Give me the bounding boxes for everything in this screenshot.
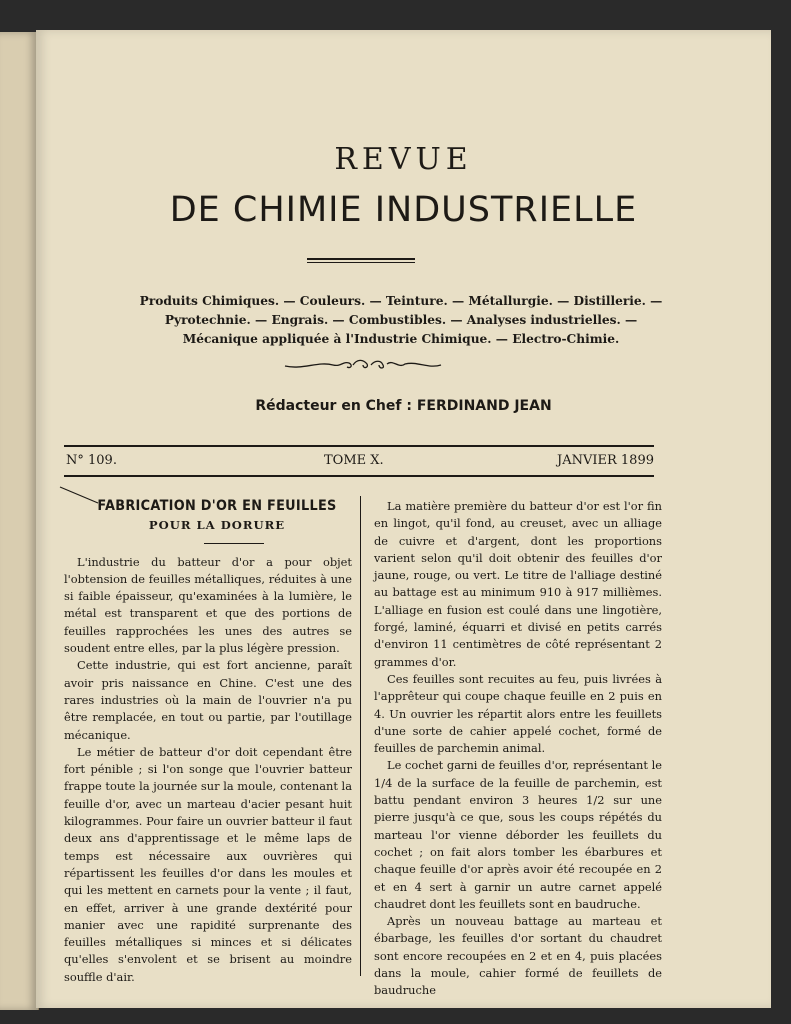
article-column-left — [64, 498, 352, 986]
paragraph: Le cochet garni de feuilles d'or, représentant le 1/4 de la surface de la feuille de parchemin, est battu pendant environ 3 heures 1/2 sur une pierre jusqu'à ce que, sous les coups répétés du marteau l'or vienne déborder les feuillets du cochet ; on fait alors tomber les ébarbures et chaque feuille d'or après avoir été recoupée en 2 et en 4 sert à garnir un autre carnet appelé chaudret dont les feuillets sont en baudruche. — [374, 758, 662, 911]
paragraph: Après un nouveau battage au marteau et ébarbage, les feuilles d'or sortant du chaudret sont encore recoupées en 2 et en 4, puis placées dans la moule, cahier formé de feuillets de baudruche — [374, 914, 662, 998]
paragraph: Ces feuilles sont recuites au feu, puis livrées à l'apprêteur qui coupe chaque feuille en 2 puis en 4. Un ouvrier les répartit alors entre les feuillets d'une sorte de cahier appelé cochet, formé de feuilles de parchemin animal. — [374, 671, 662, 756]
paragraph: Le métier de batteur d'or doit cependant être fort pénible ; si l'on songe que l'ouvrier batteur frappe toute la journée sur la moule, contenant la feuille d'or, avec un marteau d'acier pesant huit kilogrammes. Pour faire un ouvrier batteur il faut deux ans d'apprentissage et le même laps de temps est nécessaire aux ouvrières qui répartissent les feuilles d'or dans les moules et qui les mettent en carnets pour la vente ; il faut, en effet, arriver à une grande dextérité pour manier avec une rapidité surprenante des feuilles métalliques si minces et si délicates qu'elles s'envolent et se brisent au moindre souffle d'air. — [64, 744, 352, 984]
subtitle-rule — [204, 543, 264, 544]
topics-list — [56, 292, 746, 349]
journal-title: DE CHIMIE INDUSTRIELLE — [169, 190, 638, 230]
masthead-revue: REVUE — [334, 142, 473, 177]
topics-line: Pyrotechnie. — Engrais. — Combustibles. — Analyses industrielles. — — [164, 313, 638, 327]
paragraph: Cette industrie, qui est fort ancienne, paraît avoir pris naissance en Chine. C'est une des rares industries où la main de l'ouvrier n'a pu être remplacée, en tout ou partie, par l'outillage mécanique. — [64, 658, 352, 742]
article-column-right — [374, 498, 662, 1000]
paragraph: La matière première du batteur d'or est l'or fin en lingot, qu'il fond, au creuset, avec un alliage de cuivre et d'argent, dont les proportions varient selon qu'il doit obtenir des feuilles d'or jaune, rouge, ou vert. Le titre de l'alliage destiné au battage est au minimum 910 à 917 millièmes. L'alliage en fusion est coulé dans une lingotière, forgé, laminé, équarri et divisé en petits carrés d'environ 11 centimètres de côté représentant 2 grammes d'or. — [374, 499, 662, 669]
article-title: FABRICATION D'OR EN FEUILLES — [97, 498, 337, 514]
topics-line: Produits Chimiques. — Couleurs. — Teinture. — Métallurgie. — Distillerie. — — [139, 294, 663, 308]
issue-rule-top — [64, 445, 654, 447]
topics-line: Mécanique appliquée à l'Industrie Chimique. — Electro-Chimie. — [182, 332, 620, 346]
journal-page — [36, 30, 771, 1008]
adjacent-page-edge — [0, 32, 39, 1010]
paragraph: L'industrie du batteur d'or a pour objet l'obtension de feuilles métalliques, réduites à une si faible épaisseur, qu'examinées à la lumière, le métal est transparent et que des portions de feuilles rapprochées les unes des autres se soudent entre elles, par la plus légère pression. — [64, 554, 352, 656]
title-double-rule — [307, 258, 415, 263]
editor-in-chief: Rédacteur en Chef : FERDINAND JEAN — [255, 398, 552, 414]
issue-date: JANVIER 1899 — [557, 453, 654, 468]
article-subtitle: POUR LA DORURE — [148, 518, 286, 533]
issue-rule-bottom — [64, 475, 654, 477]
issue-number: N° 109. — [66, 453, 117, 468]
column-divider — [360, 496, 361, 976]
issue-tome: TOME X. — [324, 453, 384, 468]
ornament-flourish-icon — [283, 357, 443, 373]
